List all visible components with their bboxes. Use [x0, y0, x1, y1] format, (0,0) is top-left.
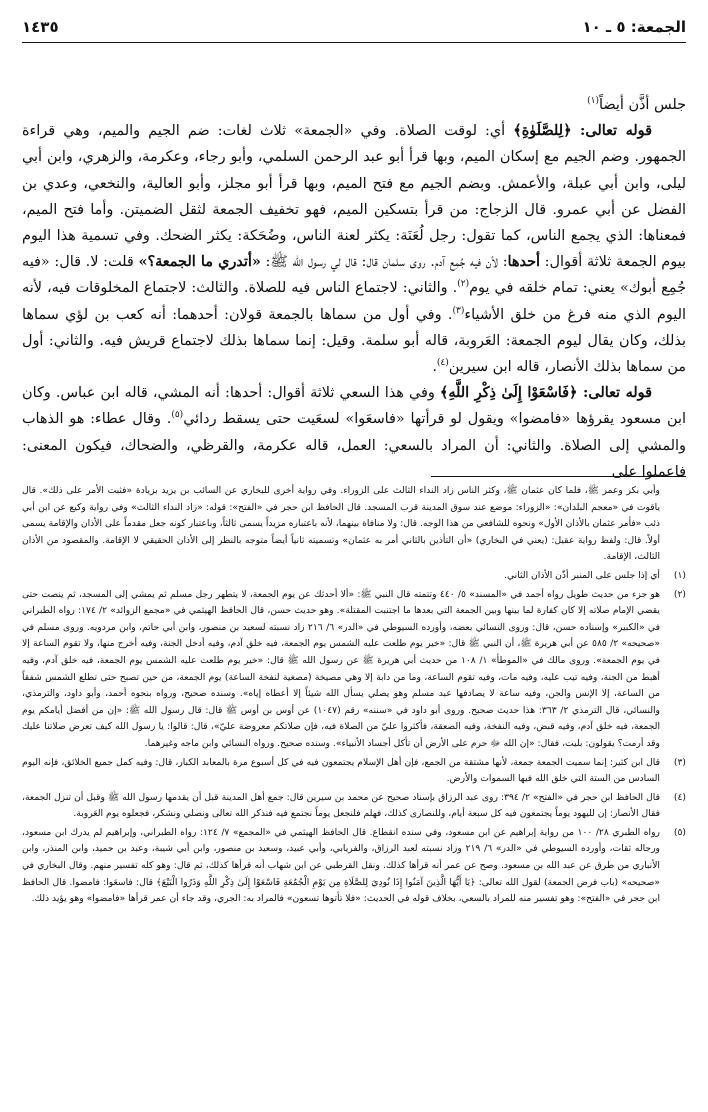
page-number: ١٤٣٥: [22, 18, 59, 36]
verse-heading: قوله تعالى: ﴿فَاسْعَوْا إِلَىٰ ذِكْرِ اللَّهِ﴾: [439, 384, 652, 402]
page-header: [22, 12, 686, 43]
footnote-separator: [431, 476, 686, 477]
paragraph-saee: قوله تعالى: ﴿فَاسْعَوْا إِلَىٰ ذِكْرِ اللَّهِ﴾ وفي هذا السعي ثلاثة أقوال: أحدها: أنه المشي، قاله ابن عباس. وكان ابن مسعود يقرؤها «فامضوا» ويقول لو قرأتها «فاسعَوا» لسعَيت حتى يسقط ردائي$^{(٥)}$. وقال عطاء: هو الذهاب والمشي إلى الصلاة. والثاني: أن المراد بالسعي: العمل، قاله عكرمة، والقرظي، والضحاك، فيكون المعنى: فاعملوا على: [22, 384, 686, 480]
main-text: [22, 92, 687, 480]
paragraph-jumuah: قوله تعالى: ﴿لِلصَّلَوٰةِ﴾ أي: لوقت الصلاة. وفي «الجمعة» ثلاث لغات: ضم الجيم والميم، وهي قراءة الجمهور. وضم الجيم مع إسكان الميم، وبها قرأ أبو عبد الرحمن السلمي، وأبو رجاء، وعكرمة، والزهري، وابن أبي ليلى، وابن أبي عبلة، والأعمش. وبضم الجيم مع فتح الميم، وبها قرأ أبو مجلز، وأبو العالية، والنخعي، وعدي بن الفضل عن أبي عمرو. قال الزجاج: من قرأ بتسكين الميم، فهو تخفيف الجمعة لثقل الضميتن. وأما فتح الميم، فمعناها: الذي يجمع الناس، كما تقول: رجل لُعَنَة: يكثر لعنة الناس، وضُحَكة: يكثر الضحك. وفي تسمية هذا اليوم بيوم الجمعة ثلاثة أقوال: أحدها: لأن فيه جُمِع آدم. روى سلمان قال: قال لي رسول الله ﷺ: «أتدري ما الجمعة؟» قلت: لا. قال: «فيه جُمِع أبوك» يعني: تمام خلقه في يوم$^{(٢)}$. والثاني: لاجتماع الناس فيه للصلاة. والثالث: لاجتماع المخلوقات فيه، لأنه اليوم الذي منه فرغ من خلق الأشياء$^{(٣)}$. وفي أول من سماها بالجمعة قولان: أحدهما: أنه كعب بن لؤي سماها بذلك، وكان يقال ليوم الجمعة: العَروبة، قاله أبو سلمة. وقيل: إنما سماها بذلك لاجتماع قريش فيه. والثاني: أول من سماها بذلك الأنصار، قاله ابن سيرين$^{(٤)}$.: [22, 122, 687, 376]
footnote-continuation: وأبي بكر وعمر ﷺ، فلما كان عثمان ﷺ، وكثر الناس زاد النداء الثالث على الزوراء. وفي رواية أخرى للبخاري عن السائب بن يزيد بزيادة «فثبت الأمر على ذلك». قال ياقوت في «معجم البلدان»: «الزوراء: موضع عند سوق المدينة قرب المسجد. قال الحافظ ابن حجر في «الفتح»: قوله: «زاد النداء الثالث» وفي رواية وكيع عن ابن أبي ذئب «فأمر عثمان بالأذان الأول» ونحوه للشافعي من هذا الوجه. قال: ولا منافاة بينهما، لأنه باعتباره مزيداً يسمى ثالثاً، وباعتبار كونه جعل مقدماً على الأذان والإقامة يسمى أولاً. قال: ولفظ رواية عقيل: (يعني في البخاري) «أن التأذين بالثاني أمر به عثمان» وتسميته ثانياً أيضاً متوجه بالنظر إلى الأذان الحقيقي لا الإقامة. والمقصود من الأذان الثالث، الإقامة.: [22, 485, 660, 563]
footnotes: [22, 481, 686, 1106]
book-page: [22, 0, 686, 1112]
verse-heading: قوله تعالى: ﴿لِلصَّلَوٰةِ﴾: [513, 122, 652, 140]
footnote-2: (٢) هو جزء من حديث طويل رواه أحمد في «المسند» ٥/ ٤٤٠ وتتمته قال النبي ﷺ: «ألا أحدثك عن يوم الجمعة، لا يتطهر رجل مسلم ثم يمشي إلى المسجد، ثم ينصت حتى يقضي الإمام صلاته إلا كان كفارة لما بينها وبين الجمعة التي بعدها ما اجتنبت المقتلة». وهو حديث حسن، قال الحافظ الهيثمي في «مجمع الزوائد» ٢/ ١٧٤: رواه الطبراني في «الكبير» وإسناده حسن، قال: وروى النسائي بعضه، وأورده السيوطي في «الدر» ٦/ ٢١٦ زاد نسبته لسعيد بن منصور، وابن أبي حاتم، وابن مردويه. وروى مسلم في «صحيحه» ٢/ ٥٨٥ عن أبي هريرة ﷺ، أن النبي ﷺ قال: «خير يوم طلعت عليه الشمس يوم الجمعة، فيه خلق آدم، وفيه أدخل الجنة، وفيه أخرج منها، ولا تقوم الساعة إلا في يوم الجمعة». وروى مالك في «الموطأ» ١/ ١٠٨ من حديث أبي هريرة ﷺ عن رسول الله ﷺ قال: «خير يوم طلعت عليه الشمس يوم الجمعة، فيه خلق آدم، وفيه أهبط من الجنة، وفيه تيب عليه، وفيه مات، وفيه تقوم الساعة، وما من دابة إلا وهي مصيخة (مصغية لنفخة الساعة) يوم الجمعة، من حين تصبح حتى تطلع الشمس شفقاً من الساعة، إلا الإنس والجن، وفيه ساعة لا يصادفها عبد مسلم وهو يصلي يسأل الله شيئاً إلا أعطاه إياه». وسنده صحيح، ورواه بنحوه أحمد، وأبو داود، والترمذي، والنسائي، قال الترمذي ٢/ ٣٦٣: هذا حديث صحيح. وروى أبو داود في «سننه» رقم (١٠٤٧) عن أوس بن أوس ﷺ قال: قال رسول الله ﷺ: «إن من أفضل أيامكم يوم الجمعة، فيه خلق آدم، وفيه قبض، وفيه النفخة، وفيه الصعقة، فأكثروا عليّ من الصلاة فيه، فإن صلاتكم معروضة عليّ»، قال: قالوا: يا رسول الله كيف تعرض صلاتنا عليك وقد أرمت؟ يقولون: بليت، فقال: «إن الله ﷻ حرم على الأرض أن تأكل أجساد الأنبياء». وسنده صحيح. ورواه النسائي وابن ماجه وغيرهما.: [22, 588, 686, 749]
footnote-ref[interactable]: (٥): [171, 410, 184, 421]
footnote-ref[interactable]: (١): [587, 96, 599, 107]
paragraph-continuation: جلس أذَّن أيضاً$^{(١)}$: [587, 96, 686, 113]
footnote-ref[interactable]: (٤): [436, 358, 449, 369]
footnote-ref[interactable]: (٢): [457, 279, 470, 290]
footnote-4: (٤) قال الحافظ ابن حجر في «الفتح» ٢/ ٣٩٤: روى عبد الرزاق بإسناد صحيح عن محمد بن سيرين قال: جمع أهل المدينة قبل أن يقدمها رسول الله ﷺ وقبل أن تنزل الجمعة، فقال الأنصار: إن لليهود يوماً يجتمعون فيه كل سبعة أيام، وللنصارى كذلك، فهلم فلنجعل يوماً نجتمع فيه فنذكر الله تعالى ونصلي ونشكر، فجعلوه يوم العَروبة.: [22, 791, 686, 820]
hadith-quote: «أتدري ما الجمعة؟»: [138, 253, 261, 271]
footnote-5: (٥) رواه الطبري ٢٨/ ١٠٠ من رواية إبراهيم عن ابن مسعود، وفي سنده انقطاع. قال الحافظ الهيثمي في «المجمع» ٧/ ١٢٤: رواه الطبراني، وإبراهيم لم يدرك ابن مسعود، ورجاله ثقات، وأورده السيوطي في «الدر» ٦/ ٢١٩ وزاد نسبته لعبد الرزاق، والفريابي، وأبي عبيد، وسعيد بن منصور، وابن أبي شيبة، وعبد بن حميد، وابن المنذر، وابن الأنباري من طرق عن عبد الله بن مسعود. وصح عن عمر أنه قرأها كذلك. ونقل القرطبي عن ابن شهاب أنه قرأها كذلك، ثم قال: وهو كله تفسير منهم. وقال البخاري في «صحيحه» (باب فرض الجمعة) لقول الله تعالى: ﴿يَا أَيُّهَا الَّذِينَ آمَنُوا إِذَا نُودِيَ لِلصَّلَاةِ مِن يَوْمِ الْجُمُعَةِ فَاسْعَوْا إِلَىٰ ذِكْرِ اللَّهِ وَذَرُوا الْبَيْعَ﴾ قال: فاسعَوا: فامضوا. قال الحافظ ابن حجر في «الفتح»: وهو تفسير منه للمراد بالسعي، بخلاف قوله في الحديث: «فلا تأتوها تسعون» فالمراد به: الجري، وقد جاء أن عمر قرأها «فامضوا» وهو يؤيد ذلك.: [22, 826, 686, 905]
footnote-3: (٣) قال ابن كثير: إنما سميت الجمعة جمعة، لأنها مشتقة من الجمع، فإن أهل الإسلام يجتمعون فيه في كل أسبوع مرة بالمعابد الكبار، قال: وفيه كمل جميع الخلائق، فإنه اليوم السادس من الستة التي خلق الله فيها السموات والأرض.: [22, 756, 686, 785]
running-title: الجمعة: ٥ ـ ١٠: [582, 18, 686, 36]
footnote-1: (١) أي إذا جلس على المنبر أذّن الأذان الثاني.: [504, 569, 686, 581]
footnote-ref[interactable]: (٣): [452, 305, 465, 316]
